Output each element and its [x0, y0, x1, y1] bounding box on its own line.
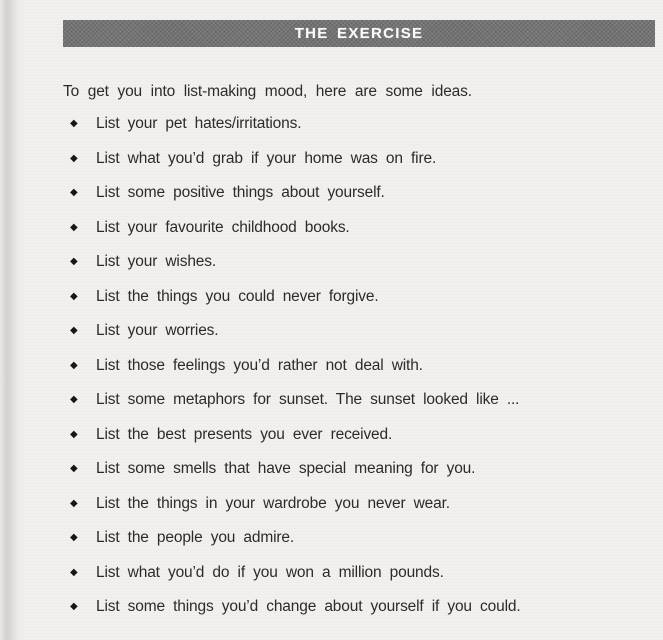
list-item-text: List the things in your wardrobe you never wear. [96, 494, 450, 512]
list-item [63, 151, 651, 167]
list-item-text: List what you’d grab if your home was on fire. [96, 149, 437, 167]
diamond-bullet-icon: ◆ [70, 325, 78, 336]
list-item [63, 116, 651, 132]
diamond-bullet-icon: ◆ [70, 566, 78, 578]
list-item-text: List those feelings you’d rather not deal with. [96, 356, 423, 374]
list-item [63, 392, 651, 408]
diamond-bullet-icon: ◆ [70, 187, 78, 198]
list-item [63, 323, 651, 339]
diamond-bullet-icon: ◆ [70, 497, 78, 509]
diamond-bullet-icon: ◆ [70, 221, 78, 233]
diamond-bullet-icon: ◆ [70, 118, 78, 129]
list-item [63, 496, 651, 512]
diamond-bullet-icon: ◆ [70, 428, 78, 440]
list-item-text: List the people you admire. [96, 529, 295, 546]
ideas-list [63, 116, 651, 634]
list-item-text: List what you’d do if you won a million pounds. [96, 563, 444, 581]
section-header-bar [63, 20, 655, 47]
list-item [63, 254, 651, 270]
list-item [63, 427, 651, 443]
list-item-text: List your favourite childhood books. [96, 218, 350, 236]
diamond-bullet-icon: ◆ [70, 532, 78, 543]
list-item [63, 565, 651, 581]
diamond-bullet-icon: ◆ [70, 256, 78, 267]
list-item-text: List the things you could never forgive. [96, 287, 379, 305]
diamond-bullet-icon: ◆ [70, 394, 78, 405]
list-item [63, 220, 651, 236]
section-title: THE EXERCISE [294, 25, 424, 42]
list-item [63, 530, 651, 546]
diamond-bullet-icon: ◆ [70, 463, 78, 474]
diamond-bullet-icon: ◆ [70, 601, 78, 612]
diamond-bullet-icon: ◆ [70, 152, 78, 164]
list-item-text: List your pet hates/irritations. [96, 115, 302, 132]
list-item-text: List some things you’d change about yourself if you could. [96, 598, 521, 615]
list-item [63, 289, 651, 305]
list-item-text: List the best presents you ever received. [96, 425, 393, 443]
list-item [63, 599, 651, 615]
page-gutter-shadow [0, 0, 26, 640]
diamond-bullet-icon: ◆ [70, 290, 78, 302]
list-item [63, 185, 651, 201]
list-item [63, 461, 651, 477]
diamond-bullet-icon: ◆ [70, 359, 78, 371]
intro-text: To get you into list-making mood, here are some ideas. [63, 82, 472, 100]
list-item-text: List some positive things about yourself. [96, 184, 385, 201]
list-item-text: List your wishes. [96, 253, 217, 270]
list-item [63, 358, 651, 374]
list-item-text: List some metaphors for sunset. The sunset looked like ... [96, 391, 520, 408]
list-item-text: List some smells that have special meaning for you. [96, 460, 476, 477]
list-item-text: List your worries. [96, 322, 219, 339]
